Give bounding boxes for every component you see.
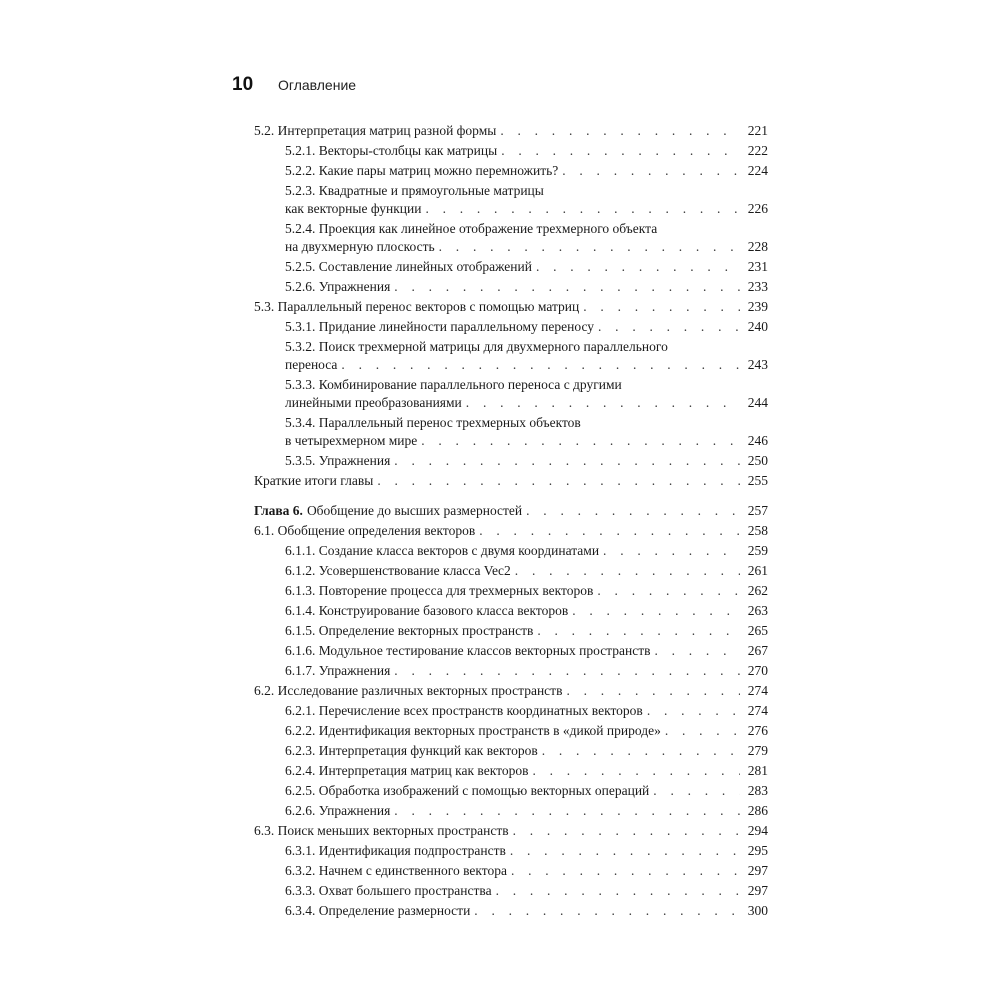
toc-page-number: 257 [747,503,768,518]
toc-entry-title-text: 5.2.1. Векторы-столбцы как матрицы [285,143,498,158]
toc-page-number: 231 [747,259,768,274]
toc-entry[interactable] [285,413,768,451]
toc-entry-title [285,742,538,760]
toc-page-number: 262 [747,583,768,598]
toc-entry-title-text: 6.2.6. Упражнения [285,803,391,818]
toc-page-number: 286 [747,803,768,818]
toc-page-number: 221 [747,123,768,138]
dot-leader [341,356,740,374]
toc-page-number: 261 [747,563,768,578]
toc-page-number: 243 [747,357,768,372]
toc-entry-title-text: линейными преобразованиями [285,395,462,410]
toc-entry-title-text: 5.2.6. Упражнения [285,279,391,294]
toc-entry-line [285,662,768,680]
toc-entry-title-text: как векторные функции [285,201,422,216]
toc-entry-line [285,782,768,800]
toc-entry-line [285,318,768,336]
toc-entry-line [254,822,768,840]
dot-leader [500,122,740,140]
dot-leader [597,582,740,600]
toc-entry-title [285,432,417,450]
toc-entry-line [285,452,768,470]
toc-entry-line [285,238,768,256]
table-of-contents [232,121,768,921]
toc-entry[interactable] [254,297,768,317]
toc-entry-title [285,862,507,880]
toc-entry-title [254,298,579,316]
toc-page-number: 265 [747,623,768,638]
toc-entry[interactable] [285,561,768,581]
toc-entry-title [285,902,470,920]
dot-leader [425,200,740,218]
toc-entry-title-text: переноса [285,357,338,372]
toc-entry-line [254,298,768,316]
toc-entry-title-text: 6.3.2. Начнем с единственного вектора [285,863,507,878]
toc-entry-title-line: 5.3.4. Параллельный перенос трехмерных объектов [285,415,581,430]
toc-entry-title-text: 6.1.6. Модульное тестирование классов векторных пространств [285,643,651,658]
toc-entry-line [285,200,768,218]
toc-entry-line [254,522,768,540]
toc-entry-title-text: 6.3.1. Идентификация подпространств [285,843,506,858]
dot-leader [474,902,740,920]
toc-entry[interactable] [285,621,768,641]
toc-page-number: 258 [747,523,768,538]
toc-entry-line [254,502,768,520]
toc-entry-title-text: на двухмерную плоскость [285,239,435,254]
toc-entry-title [285,200,421,218]
toc-entry-line [254,122,768,140]
toc-entry[interactable] [285,701,768,721]
toc-page-number: 300 [747,903,768,918]
toc-entry-title [285,602,568,620]
toc-entry-title-text: 6.1. Обобщение определения векторов [254,523,476,538]
toc-entry-title-text: 6.2. Исследование различных векторных пространств [254,683,563,698]
toc-entry[interactable] [285,761,768,781]
toc-entry-title [285,142,497,160]
toc-entry[interactable] [285,277,768,297]
toc-entry-title [254,472,373,490]
toc-entry-title [285,562,511,580]
dot-leader [466,394,740,412]
dot-leader [542,742,740,760]
toc-entry[interactable] [285,881,768,901]
toc-entry[interactable] [254,681,768,701]
toc-entry-line [285,432,768,450]
toc-entry-title [285,722,661,740]
toc-entry[interactable] [285,801,768,821]
toc-entry-title [285,762,528,780]
toc-page-number: 222 [747,143,768,158]
toc-page-number: 250 [747,453,768,468]
toc-entry-title [285,642,650,660]
toc-entry[interactable] [254,821,768,841]
dot-leader [526,502,740,520]
toc-entry-line [285,902,768,920]
toc-page-number: 263 [747,603,768,618]
dot-leader [603,542,740,560]
toc-page-number: 276 [747,723,768,738]
toc-entry-title [285,238,435,256]
toc-entry-line [285,622,768,640]
toc-entry-title-text: 6.3.3. Охват большего пространства [285,883,492,898]
toc-entry-title [254,522,475,540]
toc-entry-title [285,162,558,180]
toc-entry[interactable] [254,471,768,491]
toc-page-number: 226 [747,201,768,216]
toc-page-number: 244 [747,395,768,410]
toc-page-number: 224 [747,163,768,178]
dot-leader [479,522,740,540]
toc-entry-title [285,258,532,276]
toc-entry-title-text: 6.3. Поиск меньших векторных пространств [254,823,509,838]
toc-page-number: 255 [747,473,768,488]
dot-leader [496,882,740,900]
toc-entry-title [254,502,522,520]
running-header-title: Оглавление [278,77,357,93]
dot-leader [665,722,740,740]
dot-leader [515,562,740,580]
toc-entry[interactable] [254,521,768,541]
toc-page-number: 274 [747,703,768,718]
toc-entry-title-text: Краткие итоги главы [254,473,374,488]
toc-entry[interactable] [285,641,768,661]
toc-page-number: 246 [747,433,768,448]
dot-leader [510,842,740,860]
toc-entry-title [285,662,390,680]
toc-entry-title-text: 6.3.4. Определение размерности [285,903,471,918]
toc-entry-title-text: 5.3.1. Придание линейности параллельному переносу [285,319,595,334]
toc-entry-title-text: 6.2.3. Интерпретация функций как векторов [285,743,538,758]
toc-entry-title-line: 5.3.3. Комбинирование параллельного переноса с другими [285,377,622,392]
toc-page-number: 228 [747,239,768,254]
toc-entry-title-line: 5.3.2. Поиск трехмерной матрицы для двухмерного параллельного [285,339,668,354]
toc-entry-line [285,882,768,900]
toc-entry-line [285,258,768,276]
dot-leader [583,298,740,316]
dot-leader [536,258,740,276]
toc-entry-title-text: в четырехмерном мире [285,433,418,448]
toc-entry-line [285,802,768,820]
toc-entry-title [285,542,599,560]
toc-entry[interactable] [285,161,768,181]
toc-entry-title-text: 5.2.2. Какие пары матриц можно перемножить? [285,163,559,178]
toc-entry-title [285,582,593,600]
toc-page-number: 239 [747,299,768,314]
toc-entry-line [285,162,768,180]
toc-entry-title [285,802,390,820]
page-header [232,74,356,96]
toc-entry-title-text: 6.1.4. Конструирование базового класса векторов [285,603,569,618]
toc-entry[interactable] [285,841,768,861]
dot-leader [572,602,740,620]
dot-leader [537,622,740,640]
toc-entry-title-text: 6.1.3. Повторение процесса для трехмерных векторов [285,583,594,598]
toc-page-number: 283 [747,783,768,798]
dot-leader [394,662,740,680]
toc-entry[interactable] [285,661,768,681]
toc-entry-line [285,602,768,620]
dot-leader [532,762,740,780]
toc-entry[interactable] [285,219,768,257]
toc-entry-title [285,702,643,720]
toc-entry[interactable] [285,721,768,741]
toc-entry[interactable] [285,181,768,219]
dot-leader [647,702,740,720]
toc-entry-title-text: 6.2.1. Перечисление всех пространств координатных векторов [285,703,643,718]
toc-page-number: 267 [747,643,768,658]
toc-entry-line [285,356,768,374]
toc-entry[interactable] [285,541,768,561]
toc-entry-title [285,622,533,640]
dot-leader [513,822,740,840]
dot-leader [394,452,740,470]
toc-entry-title-text: 5.3. Параллельный перенос векторов с помощью матриц [254,299,580,314]
toc-entry-line [285,394,768,412]
toc-entry[interactable] [285,601,768,621]
toc-entry-title-line: 5.2.4. Проекция как линейное отображение трехмерного объекта [285,221,658,236]
toc-entry-line [285,642,768,660]
toc-page-number: 297 [747,883,768,898]
toc-entry-title [285,842,506,860]
toc-entry[interactable] [285,781,768,801]
toc-page-number: 294 [747,823,768,838]
toc-entry-title [285,452,390,470]
toc-entry-title [285,782,649,800]
toc-entry-line [285,562,768,580]
dot-leader [394,802,740,820]
toc-page-number: 297 [747,863,768,878]
toc-entry[interactable] [285,741,768,761]
dot-leader [377,472,740,490]
toc-page-number: 279 [747,743,768,758]
toc-entry-title [285,278,390,296]
toc-entry-title-text: Обобщение до высших размерностей [306,503,523,518]
toc-page-number: 270 [747,663,768,678]
toc-entry-title-text: 6.1.1. Создание класса векторов с двумя координатами [285,543,600,558]
toc-entry-title-text: 5.2.5. Составление линейных отображений [285,259,532,274]
toc-entry-line [285,582,768,600]
dot-leader [439,238,740,256]
toc-entry[interactable] [285,581,768,601]
toc-page-number: 281 [747,763,768,778]
toc-entry-line [285,762,768,780]
toc-entry-title-text: 6.2.4. Интерпретация матриц как векторов [285,763,529,778]
dot-leader [654,642,740,660]
dot-leader [653,782,740,800]
toc-entry-title-text: 6.2.5. Обработка изображений с помощью векторных операций [285,783,650,798]
toc-page-number: 233 [747,279,768,294]
toc-entry-title [285,356,337,374]
toc-entry-line [285,542,768,560]
toc-page-number: 259 [747,543,768,558]
toc-entry-title-text: 5.3.5. Упражнения [285,453,391,468]
toc-page-number: 274 [747,683,768,698]
toc-page-number: 240 [747,319,768,334]
toc-entry-title-text: 6.1.2. Усовершенствование класса Vec2 [285,563,511,578]
toc-entry-line [285,722,768,740]
toc-entry-line [285,742,768,760]
page-number: 10 [232,74,254,95]
toc-entry[interactable] [285,317,768,337]
toc-entry[interactable] [285,141,768,161]
toc-entry-title-text: 6.1.5. Определение векторных пространств [285,623,534,638]
toc-entry-line [285,862,768,880]
toc-entry-title [285,882,492,900]
toc-entry-title-text: 6.2.2. Идентификация векторных пространств в «дикой природе» [285,723,661,738]
toc-entry-title [254,822,509,840]
toc-entry-title-text: 6.1.7. Упражнения [285,663,391,678]
toc-entry-line [285,842,768,860]
toc-entry-line [285,142,768,160]
dot-leader [566,682,740,700]
toc-entry[interactable] [285,901,768,921]
toc-entry[interactable] [285,861,768,881]
toc-chapter-entry[interactable] [254,501,768,521]
toc-page-number: 295 [747,843,768,858]
toc-entry[interactable] [285,375,768,413]
toc-entry[interactable] [285,451,768,471]
toc-entry-title [285,394,462,412]
dot-leader [598,318,740,336]
chapter-label: Глава 6. [254,503,303,518]
dot-leader [501,142,740,160]
toc-entry[interactable] [285,257,768,277]
dot-leader [421,432,740,450]
toc-entry-title [254,122,496,140]
toc-entry-line [285,278,768,296]
toc-entry-line [254,682,768,700]
toc-entry-title-line: 5.2.3. Квадратные и прямоугольные матрицы [285,183,544,198]
dot-leader [394,278,740,296]
toc-entry[interactable] [254,121,768,141]
toc-entry[interactable] [285,337,768,375]
toc-entry-title [285,318,594,336]
dot-leader [562,162,740,180]
dot-leader [511,862,740,880]
toc-entry-title [254,682,562,700]
toc-entry-line [285,702,768,720]
toc-entry-title-text: 5.2. Интерпретация матриц разной формы [254,123,497,138]
toc-entry-line [254,472,768,490]
